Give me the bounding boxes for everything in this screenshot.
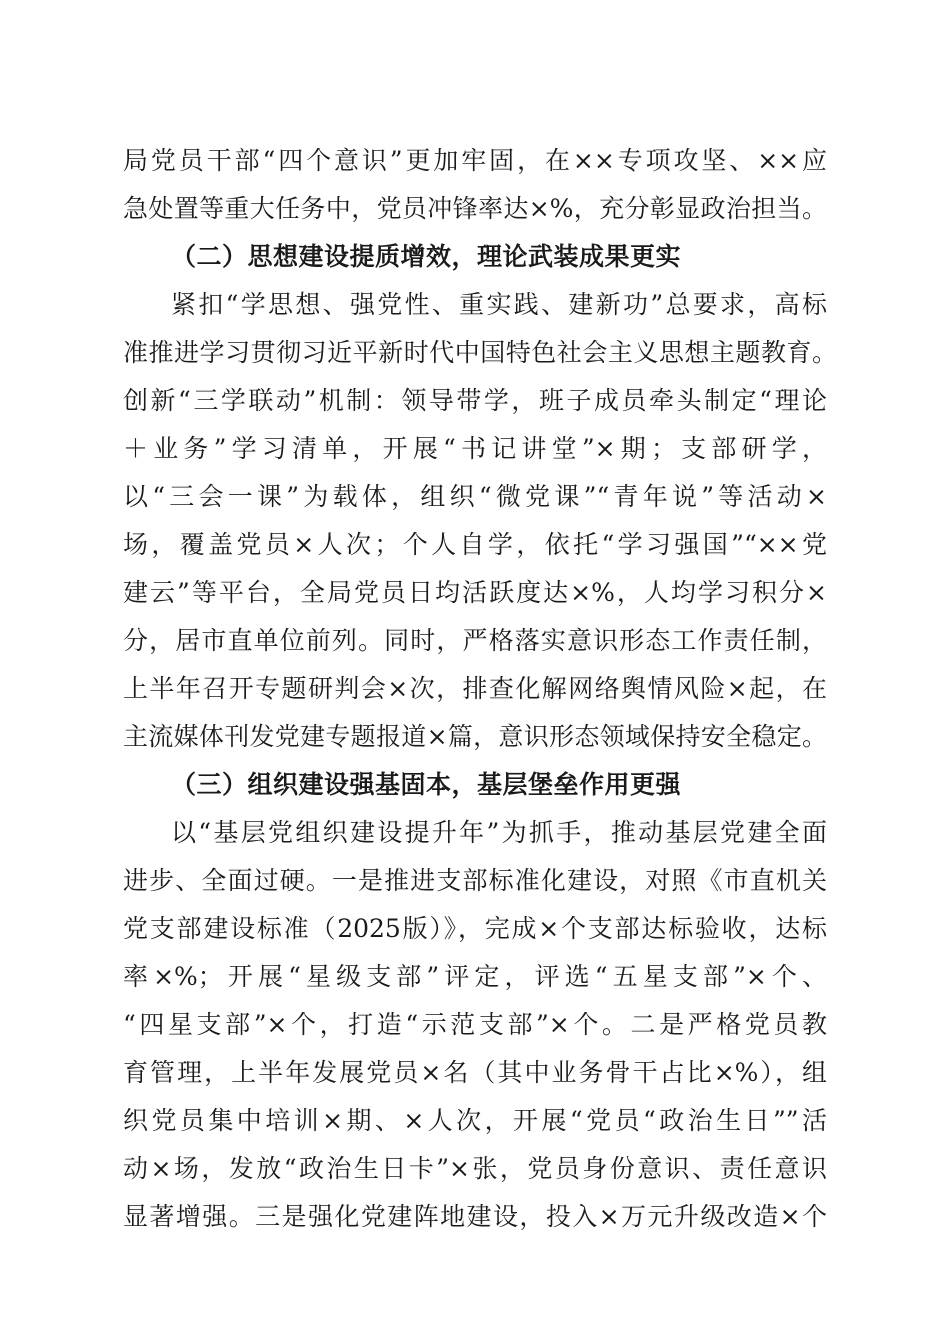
text-line: 率×%；开展“星级支部”评定，评选“五星支部”×个、 bbox=[123, 962, 827, 991]
text-line: 创新“三学联动”机制：领导带学，班子成员牵头制定“理论 bbox=[123, 386, 827, 415]
text-line: 显著增强。三是强化党建阵地建设，投入×万元升级改造×个 bbox=[123, 1202, 827, 1231]
text-line: 分，居市直单位前列。同时，严格落实意识形态工作责任制， bbox=[123, 626, 827, 655]
text-line: 党支部建设标准（2025版）》，完成×个支部达标验收，达标 bbox=[123, 914, 827, 943]
text-line: 主流媒体刊发党建专题报道×篇，意识形态领域保持安全稳定。 bbox=[123, 722, 827, 751]
section-heading-2: （二）思想建设提质增效，理论武装成果更实 bbox=[171, 242, 682, 271]
text-line: 进步、全面过硬。一是推进支部标准化建设，对照《市直机关 bbox=[123, 866, 827, 895]
text-line: 以“三会一课”为载体，组织“微党课”“青年说”等活动× bbox=[123, 482, 827, 511]
section-heading-3: （三）组织建设强基固本，基层堡垒作用更强 bbox=[171, 770, 682, 799]
text-line: 准推进学习贯彻习近平新时代中国特色社会主义思想主题教育。 bbox=[123, 338, 837, 367]
text-line: 织党员集中培训×期、×人次，开展“党员“政治生日””活 bbox=[123, 1106, 827, 1135]
paragraph-first-line: 紧扣“学思想、强党性、重实践、建新功”总要求，高标 bbox=[171, 290, 827, 319]
text-line: ＋业务”学习清单，开展“书记讲堂”×期；支部研学， bbox=[123, 434, 827, 463]
text-line: 育管理，上半年发展党员×名（其中业务骨干占比×%），组 bbox=[123, 1058, 827, 1087]
text-line: 局党员干部“四个意识”更加牢固，在××专项攻坚、××应 bbox=[123, 146, 827, 175]
paragraph-first-line: 以“基层党组织建设提升年”为抓手，推动基层党建全面 bbox=[171, 818, 827, 847]
text-line: 场，覆盖党员×人次；个人自学，依托“学习强国”“××党 bbox=[123, 530, 827, 559]
text-line: “四星支部”×个，打造“示范支部”×个。二是严格党员教 bbox=[123, 1010, 827, 1039]
text-line: 建云”等平台，全局党员日均活跃度达×%，人均学习积分× bbox=[123, 578, 827, 607]
text-line: 急处置等重大任务中，党员冲锋率达×%，充分彰显政治担当。 bbox=[123, 194, 827, 223]
text-line: 动×场，发放“政治生日卡”×张，党员身份意识、责任意识 bbox=[123, 1154, 827, 1183]
text-line: 上半年召开专题研判会×次，排查化解网络舆情风险×起，在 bbox=[123, 674, 827, 703]
